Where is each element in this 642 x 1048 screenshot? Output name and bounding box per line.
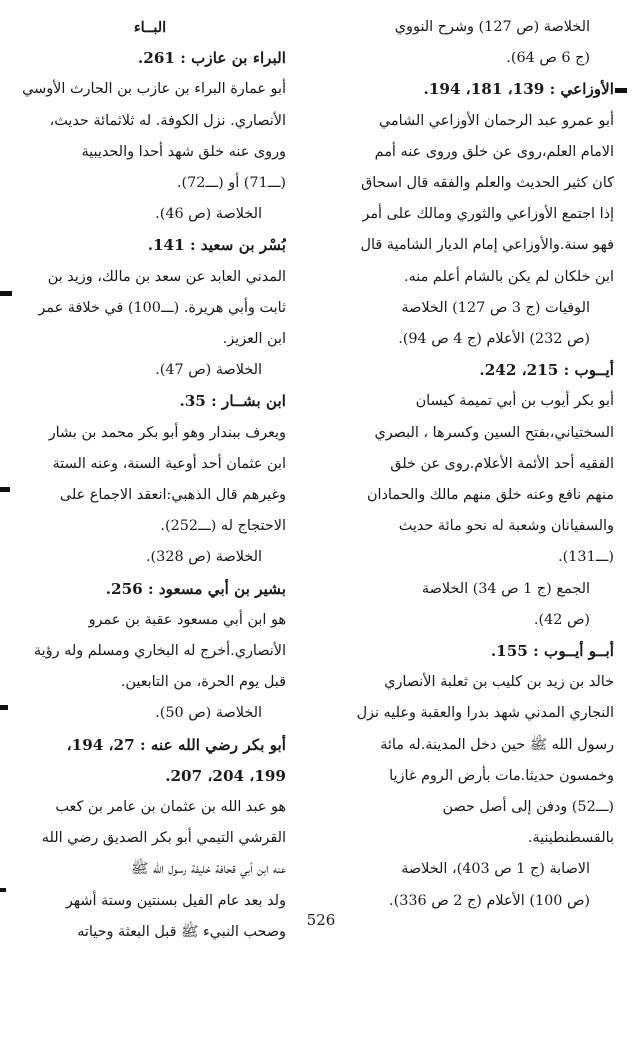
reference-line: الخلاصة (ص 328). [145,549,262,566]
text-line: ثابت وأبي هريرة. (ـــ100) في خلافة عمر [38,299,286,316]
reference-line: الاصابة (ج 1 ص 403)، الخلاصة [401,861,590,878]
entry-heading: بشير بن أبي مسعود : 256. [105,579,286,598]
text-line: السختياني،بفتح السين وكسرها ، البصري [374,424,614,441]
entry-heading: بُسْر بن سعيد : 141. [147,236,286,255]
margin-mark [0,487,10,492]
text-line: القرشي التيمي أبو بكر الصديق رضي الله [41,830,286,847]
entry-heading: البراء بن عازب : 261. [137,49,286,68]
text-line: ولد بعد عام الفيل بسنتين وستة أشهر [65,892,286,909]
reference-line: الخلاصة (ص 47). [155,362,262,379]
text-line: الامام العلم،روى عن خلق وروى عنه أمم [374,143,614,160]
text-line: أبو عمرو عبد الرحمان الأوزاعي الشامي [378,112,614,129]
text-line: المدني العابد عن سعد بن مالك، وزيد بن [47,268,286,285]
text-line: ابن خلكان لم يكن بالشام أعلم منه. [403,268,614,285]
text-line: هو عبد الله بن عثمان بن عامر بن كعب [55,799,286,816]
text-line: أبو عمارة البراء بن عازب بن الحارث الأوسي [22,81,286,98]
text-line: فهو سنة.والأوزاعي إمام الديار الشامية قال [360,237,614,254]
text-line: هو ابن أبي مسعود عقبة بن عمرو [88,611,286,628]
margin-mark [615,88,627,93]
text-line: كان كثير الحديث والعلم والفقه قال اسحاق [361,175,614,192]
right-column [302,12,614,917]
text-line: خالد بن زيد بن كليب بن ثعلبة الأنصاري [384,674,614,691]
entry-heading: 199، 204، 207. [165,766,286,785]
text-line: (ـــ131). [558,549,614,566]
text-line: وصحب النبيء ﷺ قبل البعثة وحياته [77,923,286,940]
text-line: (ـــ52) ودفن إلى أصل حصن [442,799,614,816]
margin-mark [0,888,6,892]
text-line: ويعرف ببندار وهو أبو بكر محمد بن بشار [48,424,286,441]
reference-line: الجمع (ج 1 ص 34) الخلاصة [421,580,590,597]
reference-line: (ج 6 ص 64). [506,50,590,67]
text-line: وغيرهم قال الذهبي:انعقد الاجماع على [59,487,286,504]
text-line: الاحتجاج له (ـــ252). [160,518,286,535]
page-number: 526 [306,911,336,929]
text-line: رسول الله ﷺ حين دخل المدينة.له مائة [380,736,614,753]
text-line: الأنصاري. نزل الكوفة. له ثلاثمائة حديث، [49,112,286,129]
text-line: وخمسون حديثا.مات بأرض الروم غازيا [389,767,614,784]
text-line: الفقيه أحد الأئمة الأعلام.روى عن خلق [390,455,614,472]
text-line: بالقسطنطينية. [527,830,614,847]
entry-heading: أبو بكر رضي الله عنه : 27، 194، [66,735,286,754]
text-line: والسفيانان وشعبة له نحو مائة حديث [398,518,614,535]
left-column [14,12,286,948]
reference-line: الوفيات (ج 3 ص 127) الخلاصة [401,299,590,316]
text-line: (ـــ71) أو (ـــ72). [176,175,286,192]
text-line: النجاري المدني شهد بدرا والعقبة وعليه نزل [356,705,614,722]
reference-line: (ص 100) الأعلام (ج 2 ص 336). [389,892,590,909]
entry-heading: أبــو أيــوب : 155. [490,642,614,661]
reference-line: (ص 42). [533,611,590,628]
entry-heading: ابن بشــار : 35. [179,392,286,411]
reference-line: الخلاصة (ص 127) وشرح النووي [394,19,590,35]
text-line: عنه ابن أبي قحافة خليفة رسول الله ﷺ [131,861,286,878]
reference-line: الخلاصة (ص 46). [155,206,262,223]
reference-line: (ص 232) الأعلام (ج 4 ص 94). [398,331,590,348]
margin-mark [0,705,8,710]
text-line: منهم نافع وعنه خلق منهم مالك والحمادان [366,487,614,504]
section-heading: البــاء [133,19,167,36]
reference-line: الخلاصة (ص 50). [155,705,262,722]
entry-heading: الأوزاعي : 139، 181، 194. [423,80,614,99]
text-line: إذا اجتمع الأوزاعي والثوري ومالك على أمر [362,206,614,223]
text-line: ابن عثمان أحد أوعية السنة، وعنه الستة [52,455,286,472]
text-line: وروى عنه خلق شهد أحدا والحديبية [81,143,286,160]
text-line: قبل يوم الحرة، من التابعين. [120,674,286,691]
entry-heading: أيــوب : 215، 242. [479,361,614,380]
text-line: ابن العزيز. [222,331,286,348]
text-line: الأنصاري.أخرج له البخاري ومسلم وله رؤية [33,643,286,660]
text-line: أبو بكر أيوب بن أبي تميمة كيسان [415,393,614,410]
margin-mark [0,291,12,296]
